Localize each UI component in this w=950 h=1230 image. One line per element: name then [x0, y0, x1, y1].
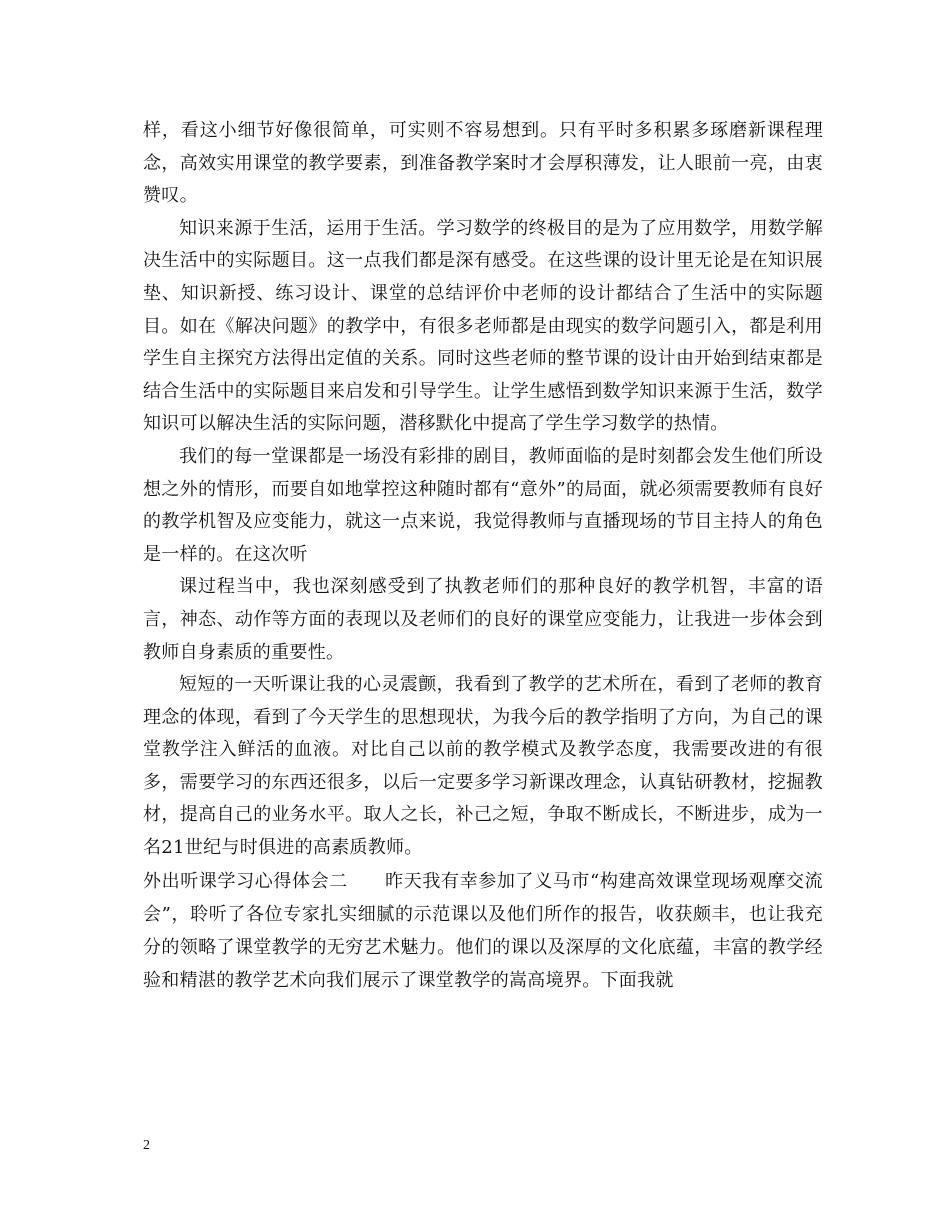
page-number: 2 [143, 1138, 150, 1153]
paragraph-3: 我们的每一堂课都是一场没有彩排的剧目，教师面临的是时刻都会发生他们所设想之外的情形，而要自如地掌控这种随时都有“意外”的局面，就必须需要教师有良好的教学机智及应变能力，就这一点来说，我觉得教师与直播现场的节目主持人的角色是一样的。在这次听 [143, 445, 823, 565]
paragraph-1: 样，看这小细节好像很简单，可实则不容易想到。只有平时多积累多琢磨新课程理念，高效实用课堂的教学要素，到准备教学案时才会厚积薄发，让人眼前一亮，由衷赞叹。 [143, 120, 823, 207]
paragraph-5: 短短的一天听课让我的心灵震颤，我看到了教学的艺术所在，看到了老师的教育理念的体现，看到了今天学生的思想现状，为我今后的教学指明了方向，为自己的课堂教学注入鲜活的血液。对比自己以前的教学模式及教学态度，我需要改进的有很多，需要学习的东西还很多，以后一定要多学习新课改理念，认真钻研教材，挖掘教材，提高自己的业务水平。取人之长，补己之短，争取不断成长，不断进步，成为一名21世纪与时俱进的高素质教师。 [143, 674, 823, 859]
body-text [143, 115, 823, 997]
paragraph-2: 知识来源于生活，运用于生活。学习数学的终极目的是为了应用数学，用数学解决生活中的实际题目。这一点我们都是深有感受。在这些课的设计里无论是在知识展垫、知识新授、练习设计、课堂的总结评价中老师的设计都结合了生活中的实际题目。如在《解决问题》的教学中，有很多老师都是由现实的数学问题引入，都是利用学生自主探究方法得出定值的关系。同时这些老师的整节课的设计由开始到结束都是结合生活中的实际题目来启发和引导学生。让学生感悟到数学知识来源于生活，数学知识可以解决生活的实际问题，潜移默化中提高了学生学习数学的热情。 [143, 217, 823, 435]
paragraph-6: 外出听课学习心得体会二 昨天我有幸参加了义马市“构建高效课堂现场观摩交流会”，聆听了各位专家扎实细腻的示范课以及他们所作的报告，收获颇丰，也让我充分的领略了课堂教学的无穷艺术魅力。他们的课以及深厚的文化底蕴，丰富的教学经验和精湛的教学艺术向我们展示了课堂教学的嵩高境界。下面我就 [143, 870, 823, 991]
paragraph-4: 课过程当中，我也深刻感受到了执教老师们的那种良好的教学机智，丰富的语言，神态、动作等方面的表现以及老师们的良好的课堂应变能力，让我进一步体会到教师自身素质的重要性。 [143, 576, 823, 663]
